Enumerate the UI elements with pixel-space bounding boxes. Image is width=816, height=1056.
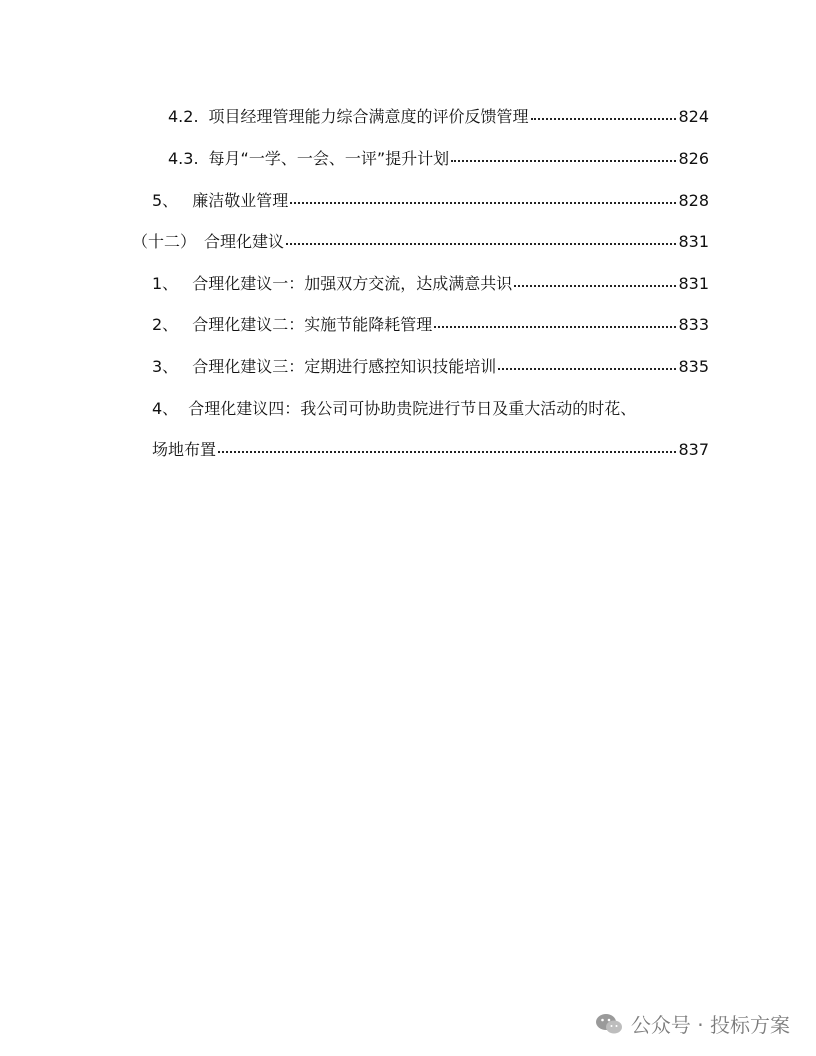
wechat-icon [595, 1012, 623, 1036]
toc-entry-title: 合理化建议 [204, 232, 285, 251]
toc-entry[interactable] [152, 357, 709, 377]
toc-entry-title: 合理化建议四：我公司可协助贵院进行节日及重大活动的时花、 [188, 399, 637, 418]
toc-entry[interactable] [152, 274, 709, 294]
toc-entry-number: 4、 [152, 399, 179, 418]
toc-entry-title: 每月“一学、一会、一评”提升计划 [208, 149, 450, 168]
toc-entry-wrapped-first-line[interactable] [152, 399, 636, 419]
toc-entry[interactable] [152, 315, 709, 335]
toc-entry[interactable] [168, 149, 709, 169]
toc-entry-title: 合理化建议二：实施节能降耗管理 [192, 315, 433, 334]
toc-entry-number: 3、 [152, 357, 179, 376]
toc-page-number: 835 [678, 357, 709, 376]
toc-entry-title: 项目经理管理能力综合满意度的评价反馈管理 [208, 107, 529, 126]
toc-entry-title: 廉洁敬业管理 [192, 191, 289, 210]
toc-entry-title: 合理化建议一：加强双方交流，达成满意共识 [192, 274, 513, 293]
toc-dot-leader [531, 108, 677, 122]
toc-entry[interactable] [132, 232, 709, 252]
toc-dot-leader [451, 150, 676, 164]
toc-dot-leader [286, 233, 676, 247]
watermark [595, 1009, 790, 1038]
toc-entry-wrapped-second-line[interactable] [152, 440, 709, 460]
toc-dot-leader [218, 441, 676, 455]
toc-entry-number: （十二） [132, 232, 197, 251]
toc-page-number: 826 [678, 149, 709, 168]
toc-page-number: 824 [678, 107, 709, 126]
toc-entry-title: 合理化建议三：定期进行感控知识技能培训 [192, 357, 497, 376]
toc-dot-leader [434, 316, 676, 330]
toc-entry[interactable] [152, 191, 709, 211]
watermark-text: 公众号 · 投标方案 [630, 1013, 790, 1037]
toc-entry-number: 4.2. [168, 107, 199, 126]
toc-entry[interactable] [168, 107, 709, 127]
toc-page-number: 831 [678, 232, 709, 251]
toc-dot-leader [498, 358, 676, 372]
toc-page-number: 833 [678, 315, 709, 334]
toc-entry-number: 4.3. [168, 149, 199, 168]
toc-page-number: 837 [678, 440, 709, 459]
toc-entry-title-continued: 场地布置 [152, 440, 217, 459]
toc-dot-leader [290, 192, 676, 206]
toc-entry-number: 1、 [152, 274, 179, 293]
toc-entry-number: 2、 [152, 315, 179, 334]
toc-dot-leader [514, 275, 676, 289]
toc-page-number: 828 [678, 191, 709, 210]
toc-page-number: 831 [678, 274, 709, 293]
toc-entry-number: 5、 [152, 191, 179, 210]
